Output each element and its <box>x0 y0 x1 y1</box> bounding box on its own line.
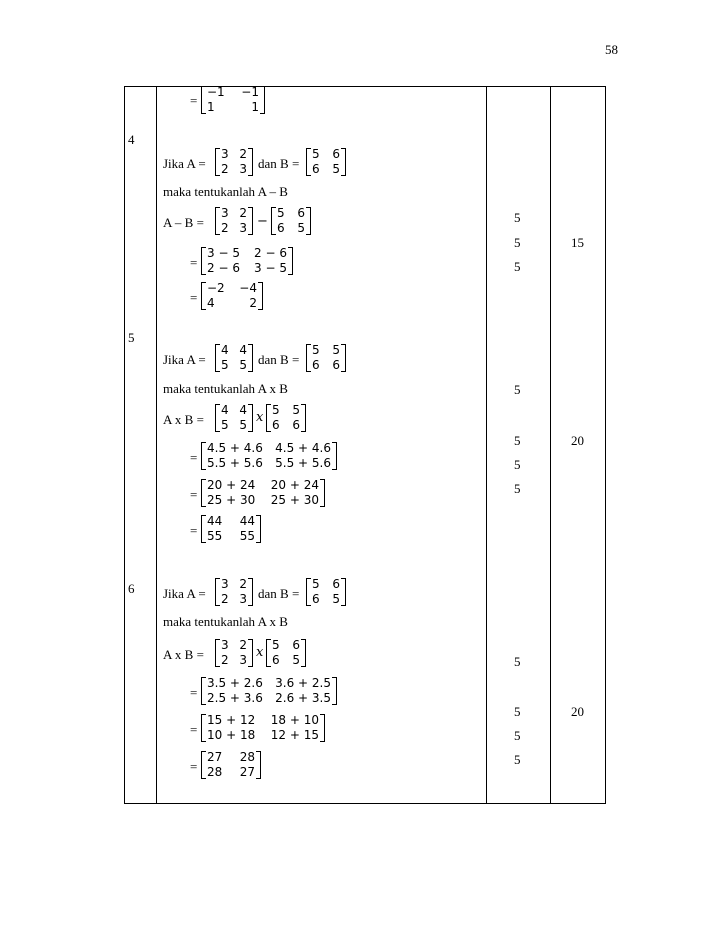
p5-matrix-b: 5 5 6 6 <box>306 344 346 372</box>
p4-matrix-a: 3 2 2 3 <box>215 148 253 176</box>
p4-score-2: 5 <box>514 235 521 250</box>
p5-op-matrix-a: 4 4 5 5 <box>215 404 253 432</box>
equals-sign: = <box>190 759 198 774</box>
column-divider-score <box>486 86 487 804</box>
p5-score-4: 5 <box>514 481 521 496</box>
p4-result-matrix: −2 −4 4 2 <box>201 282 263 310</box>
equals-sign: = <box>190 290 198 305</box>
p5-result-matrix: 44 44 55 55 <box>201 515 261 543</box>
equals-sign: = <box>190 255 198 270</box>
p4-score-3: 5 <box>514 259 521 274</box>
p6-matrix-b: 5 6 6 5 <box>306 578 346 606</box>
p5-instruction: maka tentukanlah A x B <box>163 381 288 396</box>
column-divider-total <box>550 86 551 804</box>
p5-op-matrix-b: 5 5 6 6 <box>266 404 306 432</box>
page-number: 58 <box>605 42 618 57</box>
p4-op-matrix-a: 3 2 2 3 <box>215 207 253 235</box>
p6-op-matrix-a: 3 2 2 3 <box>215 639 253 667</box>
problem-number-5: 5 <box>128 330 135 345</box>
p6-result-matrix: 27 28 28 27 <box>201 751 261 779</box>
p6-total-score: 20 <box>571 704 584 719</box>
equals-sign: = <box>190 685 198 700</box>
p6-score-1: 5 <box>514 654 521 669</box>
p6-step1-matrix: 3.5 + 2.6 3.6 + 2.5 2.5 + 3.6 2.6 + 3.5 <box>201 677 337 705</box>
p6-dan-label: dan B = <box>258 586 300 601</box>
p5-score-3: 5 <box>514 457 521 472</box>
p6-step2-matrix: 15 + 12 18 + 10 10 + 18 12 + 15 <box>201 714 325 742</box>
p6-instruction: maka tentukanlah A x B <box>163 614 288 629</box>
equals-sign: = <box>190 487 198 502</box>
equals-sign: = <box>190 93 198 108</box>
p5-step1-matrix: 4.5 + 4.6 4.5 + 4.6 5.5 + 5.6 5.5 + 5.6 <box>201 442 337 470</box>
equals-sign: = <box>190 523 198 538</box>
problem-number-4: 4 <box>128 132 135 147</box>
p6-score-2: 5 <box>514 704 521 719</box>
p4-jika-label: Jika A = <box>163 156 206 171</box>
p4-minus-operator: − <box>257 214 268 229</box>
p6-score-4: 5 <box>514 752 521 767</box>
p5-matrix-a: 4 4 5 5 <box>215 344 253 372</box>
problem-number-6: 6 <box>128 581 135 596</box>
p4-operation-label: A – B = <box>163 215 204 230</box>
equals-sign: = <box>190 450 198 465</box>
p5-dan-label: dan B = <box>258 352 300 367</box>
p5-step2-matrix: 20 + 24 20 + 24 25 + 30 25 + 30 <box>201 479 325 507</box>
p4-matrix-b: 5 6 6 5 <box>306 148 346 176</box>
p6-multiply-operator: x <box>256 645 264 660</box>
p5-total-score: 20 <box>571 433 584 448</box>
p4-total-score: 15 <box>571 235 584 250</box>
p5-multiply-operator: x <box>256 410 264 425</box>
p4-dan-label: dan B = <box>258 156 300 171</box>
p5-jika-label: Jika A = <box>163 352 206 367</box>
p5-score-2: 5 <box>514 433 521 448</box>
p6-operation-label: A x B = <box>163 647 204 662</box>
p6-op-matrix-b: 5 6 6 5 <box>266 639 306 667</box>
column-divider-number <box>156 86 157 804</box>
p6-matrix-a: 3 2 2 3 <box>215 578 253 606</box>
p5-operation-label: A x B = <box>163 412 204 427</box>
equals-sign: = <box>190 722 198 737</box>
p4-score-1: 5 <box>514 210 521 225</box>
p5-score-1: 5 <box>514 382 521 397</box>
matrix-carry-result: −1 −1 1 1 <box>201 86 265 114</box>
p6-score-3: 5 <box>514 728 521 743</box>
p4-step1-matrix: 3 − 5 2 − 6 2 − 6 3 − 5 <box>201 247 293 275</box>
p4-op-matrix-b: 5 6 6 5 <box>271 207 311 235</box>
p4-instruction: maka tentukanlah A – B <box>163 184 288 199</box>
p6-jika-label: Jika A = <box>163 586 206 601</box>
